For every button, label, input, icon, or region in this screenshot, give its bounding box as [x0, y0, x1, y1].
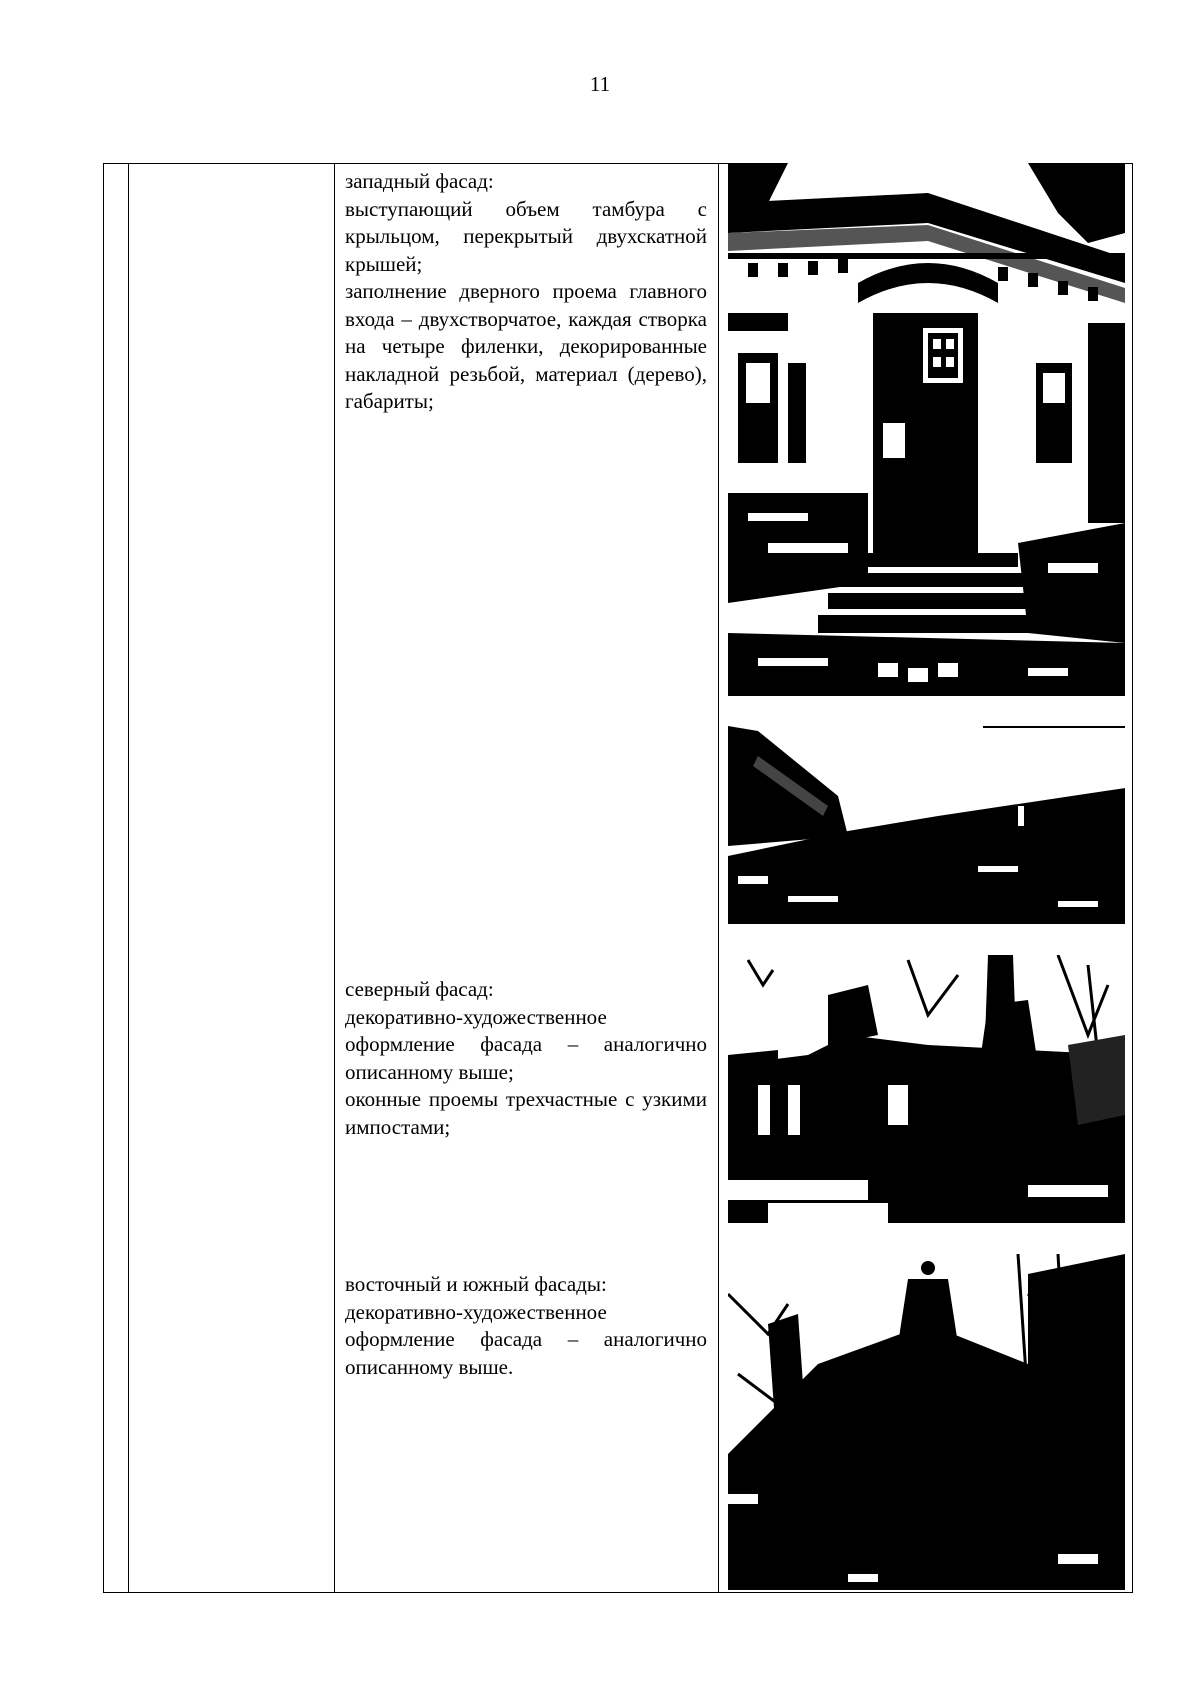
- west-facade-description: [345, 168, 707, 416]
- east-south-facade-photo: [728, 1254, 1125, 1590]
- description-item: оконные проемы трехчастные с узкими импостами;: [345, 1087, 707, 1139]
- section-heading: восточный и южный фасады:: [345, 1272, 607, 1296]
- section-heading: северный фасад:: [345, 977, 494, 1001]
- west-facade-roof-detail-photo: [728, 726, 1125, 924]
- north-facade-photo: [728, 955, 1125, 1223]
- east-south-facade-description: [345, 1271, 707, 1381]
- column-divider: [334, 164, 335, 1592]
- west-facade-entrance-photo: [728, 163, 1125, 696]
- section-heading: западный фасад:: [345, 169, 494, 193]
- column-divider: [718, 164, 719, 1592]
- column-divider: [128, 164, 129, 1592]
- north-facade-description: [345, 976, 707, 1141]
- description-item: заполнение дверного проема главного входа – двухстворчатое, каждая створка на четыре филенки, декорированные накладной резьбой, материал (дерево), габариты;: [345, 279, 707, 413]
- page-number: 11: [589, 72, 611, 96]
- description-item: декоративно-художественное оформление фасада – аналогично описанному выше;: [345, 1004, 707, 1084]
- description-item: выступающий объем тамбура с крыльцом, перекрытый двухскатной крышей;: [345, 196, 707, 276]
- description-item: декоративно-художественное оформление фасада – аналогично описанному выше.: [345, 1299, 707, 1379]
